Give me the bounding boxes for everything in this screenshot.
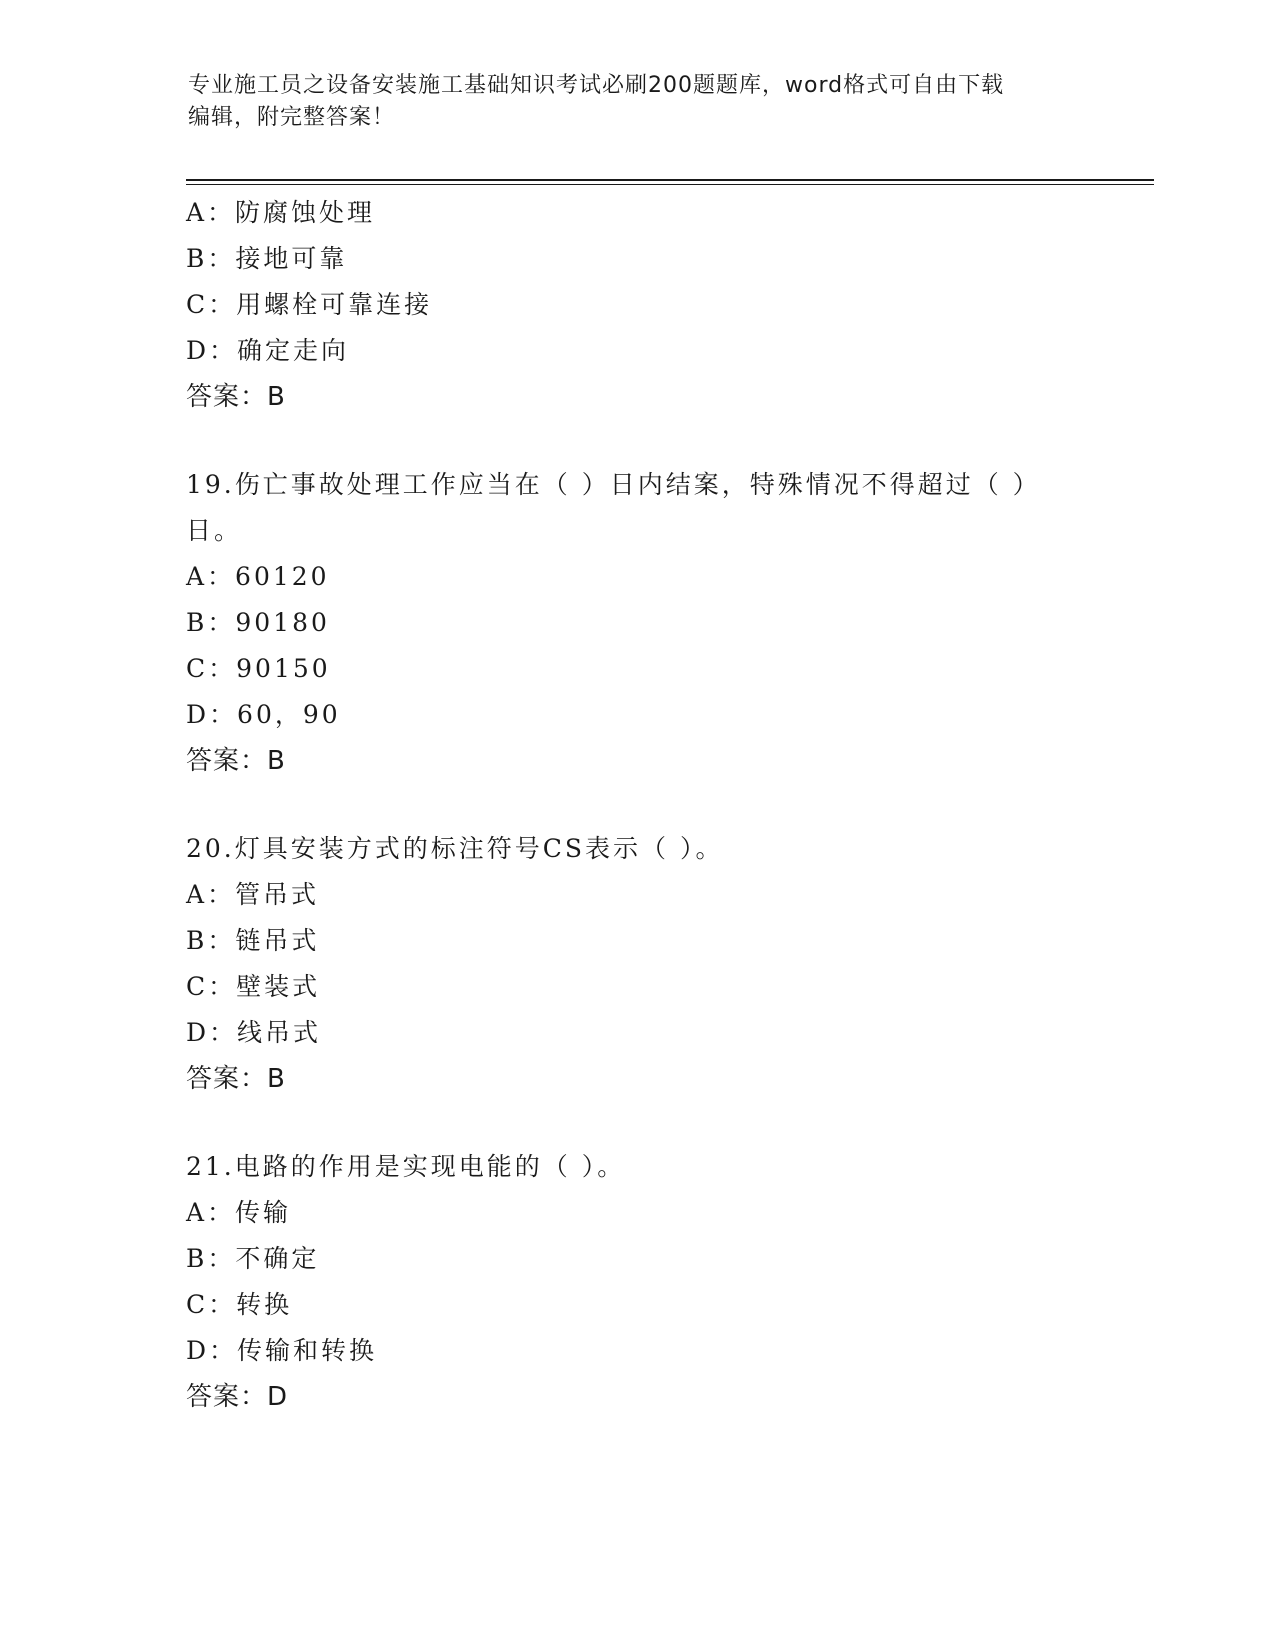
option-d: D：60，90 (186, 700, 341, 729)
question-block-19 (186, 462, 1086, 784)
header-title-line-2: 编辑，附完整答案！ (188, 105, 396, 130)
answer-line: 答案：B (186, 746, 286, 776)
question-text (186, 1144, 1086, 1190)
option-d: D：线吊式 (186, 1018, 322, 1047)
option-d: D：传输和转换 (186, 1336, 378, 1365)
question-list (186, 190, 1086, 1420)
option-b: B：不确定 (186, 1244, 320, 1273)
header-divider-thin (186, 184, 1154, 185)
option-c: C：90150 (186, 654, 331, 683)
option-b: B：90180 (186, 608, 330, 637)
question-text-line-1: 19.伤亡事故处理工作应当在（ ）日内结案，特殊情况不得超过（ ） (186, 470, 1041, 499)
answer-line: 答案：D (186, 1382, 289, 1412)
option-b: B：接地可靠 (186, 244, 348, 273)
question-block-21 (186, 1144, 1086, 1420)
option-b: B：链吊式 (186, 926, 320, 955)
option-a: A：防腐蚀处理 (186, 198, 376, 227)
header-title-line-1: 专业施工员之设备安装施工基础知识考试必刷200题题库，word格式可自由下载 (188, 73, 1005, 98)
question-text-line-2: 日。 (186, 516, 243, 545)
option-c: C：用螺栓可靠连接 (186, 290, 433, 319)
option-c: C：转换 (186, 1290, 293, 1319)
option-d: D：确定走向 (186, 336, 350, 365)
option-a: A：60120 (186, 562, 330, 591)
answer-line: 答案：B (186, 382, 286, 412)
option-c: C：壁装式 (186, 972, 321, 1001)
question-text-line-1: 20.灯具安装方式的标注符号CS表示（ ）。 (186, 834, 724, 863)
header-divider-thick (186, 179, 1154, 181)
question-text (186, 462, 1086, 554)
question-text-line-1: 21.电路的作用是实现电能的（ ）。 (186, 1152, 626, 1181)
document-header (188, 70, 1088, 134)
option-a: A：传输 (186, 1198, 292, 1227)
answer-line: 答案：B (186, 1064, 286, 1094)
question-text (186, 826, 1086, 872)
question-block-partial (186, 190, 1086, 420)
option-a: A：管吊式 (186, 880, 320, 909)
question-block-20 (186, 826, 1086, 1102)
